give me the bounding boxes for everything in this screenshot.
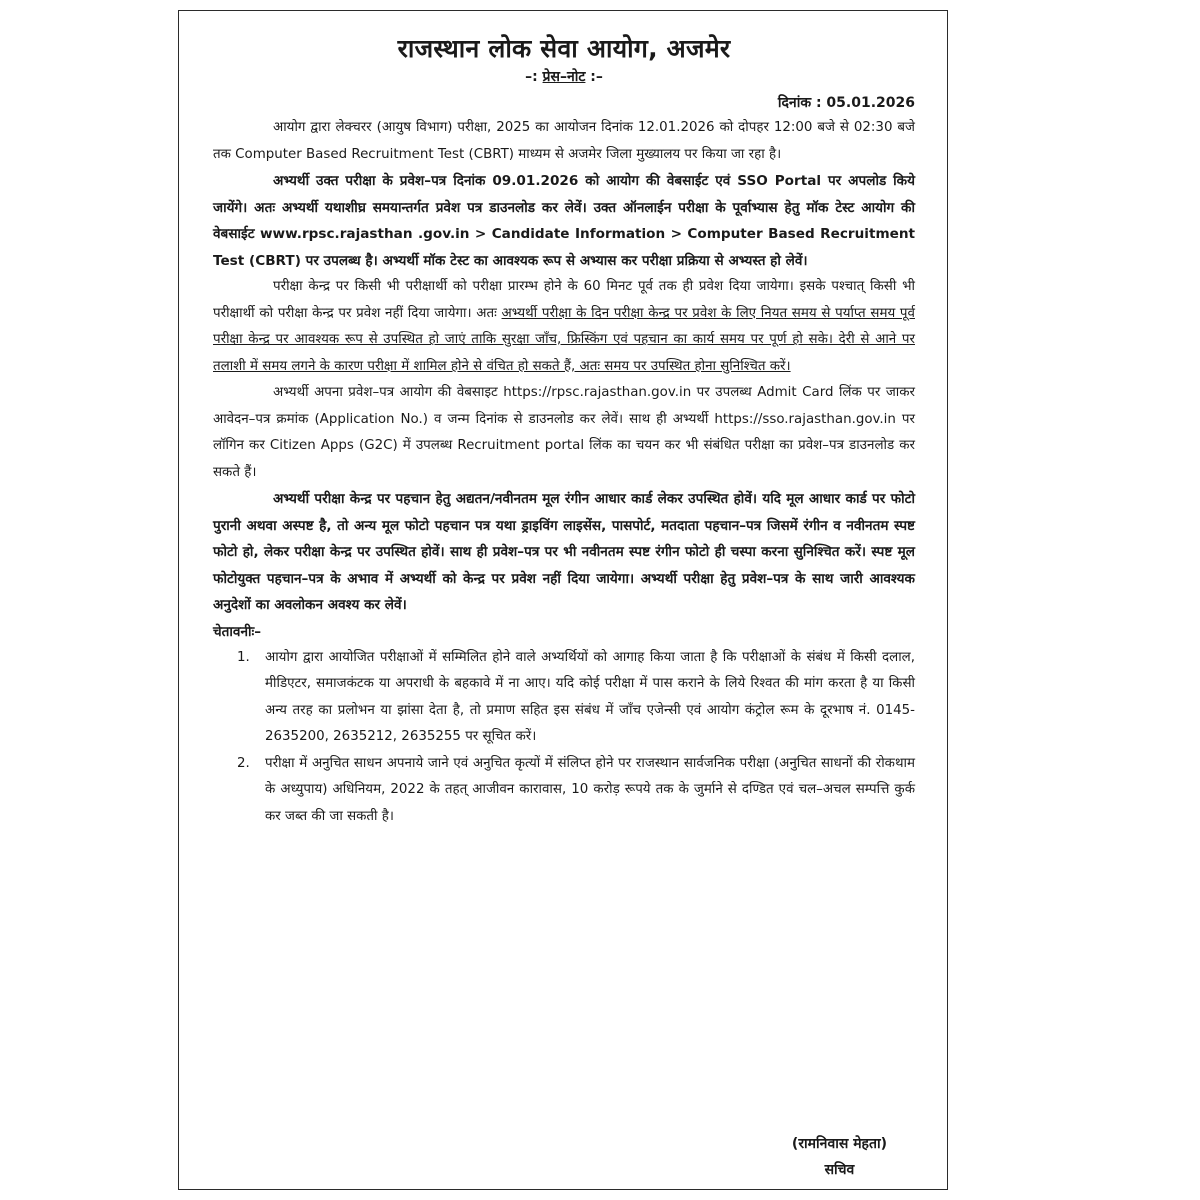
signatory-name: (रामनिवास मेहता) — [791, 1136, 887, 1152]
subtitle-press-note: प्रेस–नोट — [542, 69, 586, 85]
warning-item — [213, 751, 915, 831]
paragraph-admit-card-download: अभ्यर्थी अपना प्रवेश–पत्र आयोग की वेबसाइट https://rpsc.rajasthan.gov.in पर उपलब्ध Admit Card लिंक पर जाकर आवेदन–पत्र क्रमांक (Application No.) व जन्म दिनांक से डाउनलोड कर लेवें। साथ ही अभ्यर्थी https://sso.rajasthan.gov.in पर लॉगिन कर Citizen Apps (G2C) में उपलब्ध Recruitment portal लिंक का चयन कर भी संबंधित परीक्षा का प्रवेश–पत्र डाउनलोड कर सकते हैं। — [213, 385, 915, 480]
warning-list — [213, 645, 915, 831]
document-subtitle — [213, 67, 915, 87]
paragraph-identity-proof: अभ्यर्थी परीक्षा केन्द्र पर पहचान हेतु अद्यतन/नवीनतम मूल रंगीन आधार कार्ड लेकर उपस्थित होवें। यदि मूल आधार कार्ड पर फोटो पुरानी अथवा अस्पष्ट है, तो अन्य मूल फोटो पहचान पत्र यथा ड्राइविंग लाइसेंस, पासपोर्ट, मतदाता पहचान–पत्र जिसमें रंगीन व नवीनतम स्पष्ट फोटो हो, लेकर परीक्षा केन्द्र पर उपस्थित होवें। साथ ही प्रवेश–पत्र पर भी नवीनतम स्पष्ट रंगीन फोटो ही चस्पा करना सुनिश्चित करें। स्पष्ट मूल फोटोयुक्त पहचान–पत्र के अभाव में अभ्यर्थी को केन्द्र पर प्रवेश नहीं दिया जायेगा। अभ्यर्थी परीक्षा हेतु प्रवेश–पत्र के साथ जारी आवश्यक अनुदेशों का अवलोकन अवश्य कर लेवें। — [213, 491, 915, 613]
paragraph-exam-schedule: आयोग द्वारा लेक्चरर (आयुष विभाग) परीक्षा, 2025 का आयोजन दिनांक 12.01.2026 को दोपहर 12:00 बजे से 02:30 बजे तक Computer Based Recruitment Test (CBRT) माध्यम से अजमेर जिला मुख्यालय पर किया जा रहा है। — [213, 120, 915, 162]
warning-item-text: परीक्षा में अनुचित साधन अपनाये जाने एवं अनुचित कृत्यों में संलिप्त होने पर राजस्थान सार्वजनिक परीक्षा (अनुचित साधनों की रोकथाम के अध्युपाय) अधिनियम, 2022 के तहत् आजीवन कारावास, 10 करोड़ रूपये तक के जुर्माने से दण्डित एवं चल–अचल सम्पत्ति कुर्क कर जब्त की जा सकती है। — [265, 755, 915, 824]
paragraph-admit-card-upload: अभ्यर्थी उक्त परीक्षा के प्रवेश–पत्र दिनांक 09.01.2026 को आयोग की वेबसाईट एवं SSO Portal पर अपलोड किये जायेंगे। अतः अभ्यर्थी यथाशीघ्र समयान्तर्गत प्रवेश पत्र डाउनलोड कर लेवें। उक्त ऑनलाईन परीक्षा के पूर्वाभ्यास हेतु मॉक टेस्ट आयोग की वेबसाईट www.rpsc.rajasthan .gov.in > Candidate Information > Computer Based Recruitment Test (CBRT) पर उपलब्ध है। अभ्यर्थी मॉक टेस्ट का आवश्यक रूप से अभ्यास कर परीक्षा प्रक्रिया से अभ्यस्त हो लेवें। — [213, 173, 915, 269]
warning-label: चेतावनीः– — [213, 623, 262, 640]
document-title: राजस्थान लोक सेवा आयोग, अजमेर — [397, 34, 731, 63]
entry-timing-text: परीक्षा केन्द्र पर किसी भी परीक्षार्थी को परीक्षा प्रारम्भ होने के 60 मिनट पूर्व तक ही प्रवेश दिया जायेगा। इसके पश्चात् किसी भी परीक्षार्थी को परीक्षा केन्द्र पर प्रवेश नहीं दिया जायेगा। अतः — [213, 279, 915, 321]
warning-item-text: आयोग द्वारा आयोजित परीक्षाओं में सम्मिलित होने वाले अभ्यर्थियों को आगाह किया जाता है कि परीक्षाओं के संबंध में किसी दलाल, मीडिएटर, समाजकंटक या अपराधी के बहकावे में ना आए। यदि कोई परीक्षा में पास कराने के लिये रिश्वत की मांग करता है या किसी अन्य तरह का प्रलोभन या झांसा देता है, तो प्रमाण सहित इस संबंध में जाँच एजेन्सी एवं आयोग कंट्रोल रूम के दूरभाष नं. 0145-2635200, 2635212, 2635255 पर सूचित करें। — [265, 649, 915, 744]
warning-item-number: 2. — [237, 755, 250, 771]
signature-block — [792, 1131, 887, 1183]
signatory-designation: सचिव — [824, 1162, 855, 1178]
subtitle-prefix: –: — [525, 69, 543, 85]
warning-item — [213, 645, 915, 751]
warning-item-number: 1. — [237, 649, 250, 665]
press-note-document — [178, 10, 948, 1190]
paragraph-entry-timing — [213, 274, 915, 380]
document-date: दिनांक : 05.01.2026 — [777, 95, 915, 111]
subtitle-suffix: :– — [585, 69, 603, 85]
entry-timing-underlined-text: अभ्यर्थी परीक्षा के दिन परीक्षा केन्द्र पर प्रवेश के लिए नियत समय से पर्याप्त समय पूर्व परीक्षा केन्द्र पर आवश्यक रूप से उपस्थित हो जाएं ताकि सुरक्षा जाँच, फ्रिस्किंग एवं पहचान का कार्य समय पर पूर्ण हो सके। देरी से आने पर तलाशी में समय लगने के कारण परीक्षा में शामिल होने से वंचित हो सकते हैं, अतः समय पर उपस्थित होना सुनिश्चित करें। — [213, 305, 915, 374]
